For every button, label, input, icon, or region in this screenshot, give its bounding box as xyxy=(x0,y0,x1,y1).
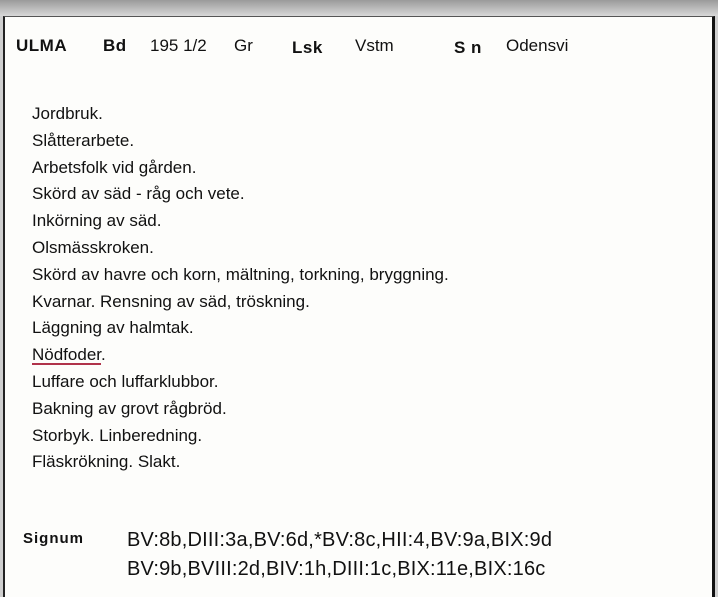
topic-line: Läggning av halmtak. xyxy=(32,318,194,338)
topic-line: Slåtterarbete. xyxy=(32,130,135,150)
topic-line: Fläskrökning. Slakt. xyxy=(32,452,181,472)
bd-value: 195 1/2 xyxy=(150,36,207,55)
gr-label: Gr xyxy=(234,36,253,55)
topic-line: Jordbruk. xyxy=(32,104,103,123)
signum-codes xyxy=(127,526,552,584)
topic-line: Inkörning av säd. xyxy=(32,211,162,231)
sn-value: Odensvi xyxy=(506,36,569,55)
topic-line: Skörd av säd - råg och vete. xyxy=(32,184,245,204)
underlined-word: Nödfoder xyxy=(32,345,101,365)
lsk-label: Lsk xyxy=(292,38,323,57)
lsk-value: Vstm xyxy=(355,36,394,55)
signum-label: Signum xyxy=(23,530,84,547)
topic-line: Bakning av grovt rågbröd. xyxy=(32,398,227,418)
line-period: . xyxy=(101,345,106,365)
topic-line: Kvarnar. Rensning av säd, tröskning. xyxy=(32,291,310,311)
topic-list xyxy=(32,101,449,476)
scan-top-edge xyxy=(0,0,718,16)
signum-codes-line: BV:8b,DIII:3a,BV:6d,*BV:8c,HII:4,BV:9a,BIX:9d xyxy=(127,529,553,551)
sn-label: S n xyxy=(454,38,482,57)
signum-codes-line: BV:9b,BVIII:2d,BIV:1h,DIII:1c,BIX:11e,BIX:16c xyxy=(127,558,546,580)
topic-line: Arbetsfolk vid gården. xyxy=(32,157,197,177)
topic-line-underlined xyxy=(32,342,449,369)
bd-label: Bd xyxy=(103,36,127,55)
topic-line: Skörd av havre och korn, mältning, torkning, bryggning. xyxy=(32,264,449,284)
topic-line: Storbyk. Linberedning. xyxy=(32,425,203,445)
ulma-label: ULMA xyxy=(16,36,68,55)
topic-line: Luffare och luffarklubbor. xyxy=(32,371,219,391)
topic-line: Olsmässkroken. xyxy=(32,237,154,257)
